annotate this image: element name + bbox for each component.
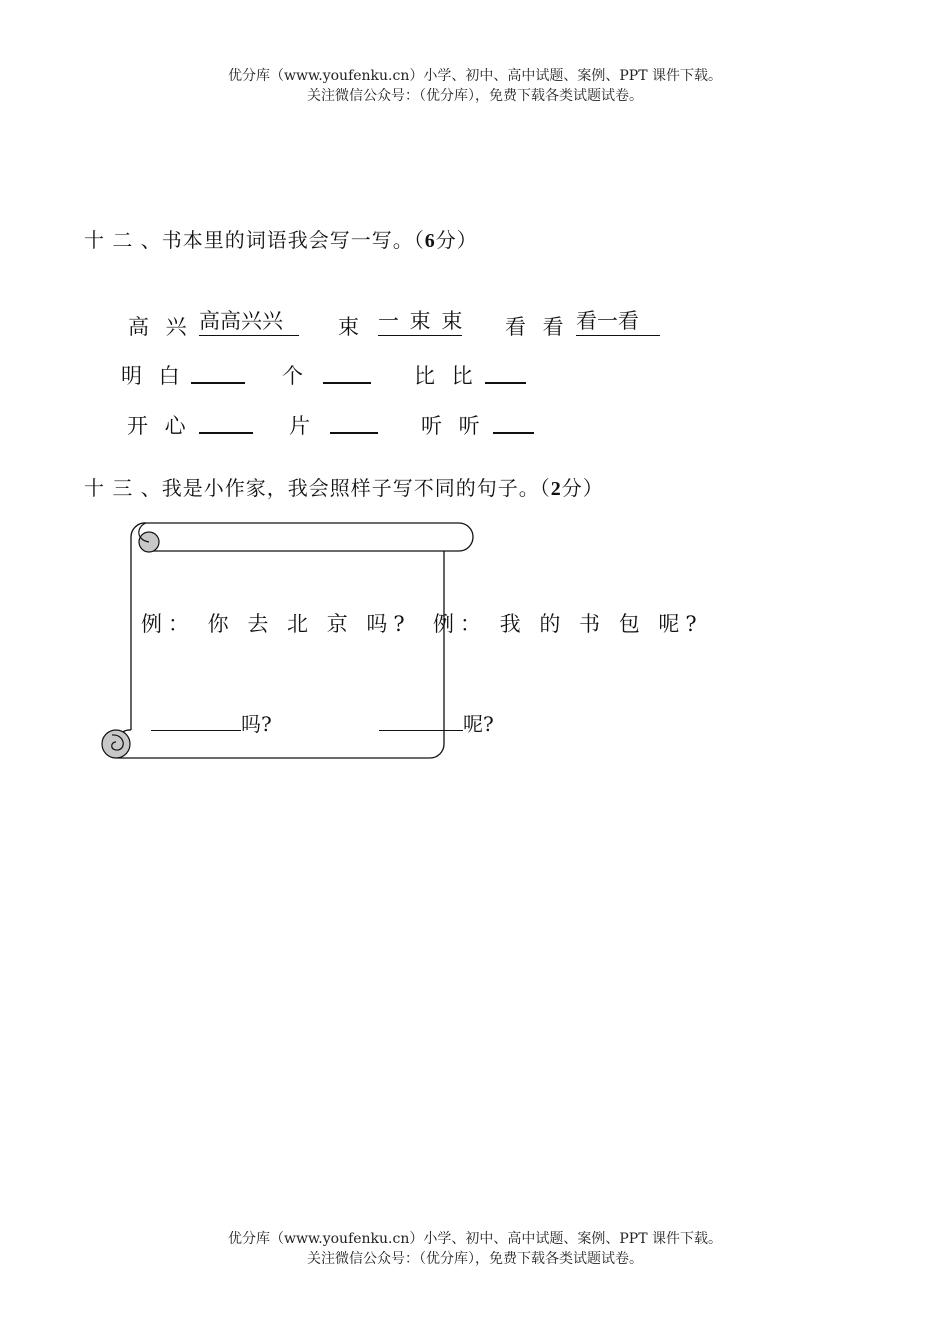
- q13-title-suffix: 分）: [561, 476, 604, 500]
- q12-word: 束: [338, 315, 364, 339]
- q12-word: 明 白: [121, 364, 185, 388]
- q12-answer: 看一看: [576, 309, 660, 336]
- q12-word: 片: [289, 414, 315, 438]
- header-line-1: 优分库（www.youfenku.cn）小学、初中、高中试题、案例、PPT 课件下载。: [227, 68, 722, 84]
- q13-fill-2: [379, 708, 494, 737]
- q13-example-2: 例： 我 的 书 包 呢?: [433, 612, 703, 636]
- q13-fill-1-blank[interactable]: [151, 712, 241, 731]
- page-footer: [0, 1229, 950, 1269]
- q13-fill-2-suffix: 呢?: [463, 712, 494, 736]
- q12-word: 比 比: [414, 364, 478, 388]
- footer-line-1: 优分库（www.youfenku.cn）小学、初中、高中试题、案例、PPT 课件下载。: [227, 1231, 722, 1247]
- q12-word: 开 心: [127, 414, 191, 438]
- q13-fill-1: [151, 708, 272, 737]
- q13-fill-1-suffix: 吗?: [241, 712, 272, 736]
- scroll-bottom-curl-icon: [102, 730, 130, 758]
- q12-score: 6: [424, 230, 436, 252]
- q12-word: 看 看: [505, 315, 569, 339]
- q12-title-prefix: 十 二 、书本里的词语我会写一写。（: [84, 228, 425, 252]
- q12-answer: 一 束 束: [378, 309, 462, 336]
- q13-score: 2: [550, 478, 562, 500]
- footer-line-2: 关注微信公众号：（优分库），免费下载各类试题试卷。: [307, 1251, 643, 1267]
- q12-word: 听 听: [421, 414, 485, 438]
- q13-fill-2-blank[interactable]: [379, 712, 463, 731]
- q12-answer: 高高兴兴: [199, 309, 299, 336]
- q12-word: 个: [282, 364, 308, 388]
- header-line-2: 关注微信公众号：（优分库），免费下载各类试题试卷。: [307, 88, 643, 104]
- q13-example-1: 例： 你 去 北 京 吗?: [141, 612, 411, 636]
- q12-word: 高 兴: [128, 315, 192, 339]
- q12-title-suffix: 分）: [435, 228, 478, 252]
- q13-title-prefix: 十 三 、我是小作家，我会照样子写不同的句子。（: [84, 476, 551, 500]
